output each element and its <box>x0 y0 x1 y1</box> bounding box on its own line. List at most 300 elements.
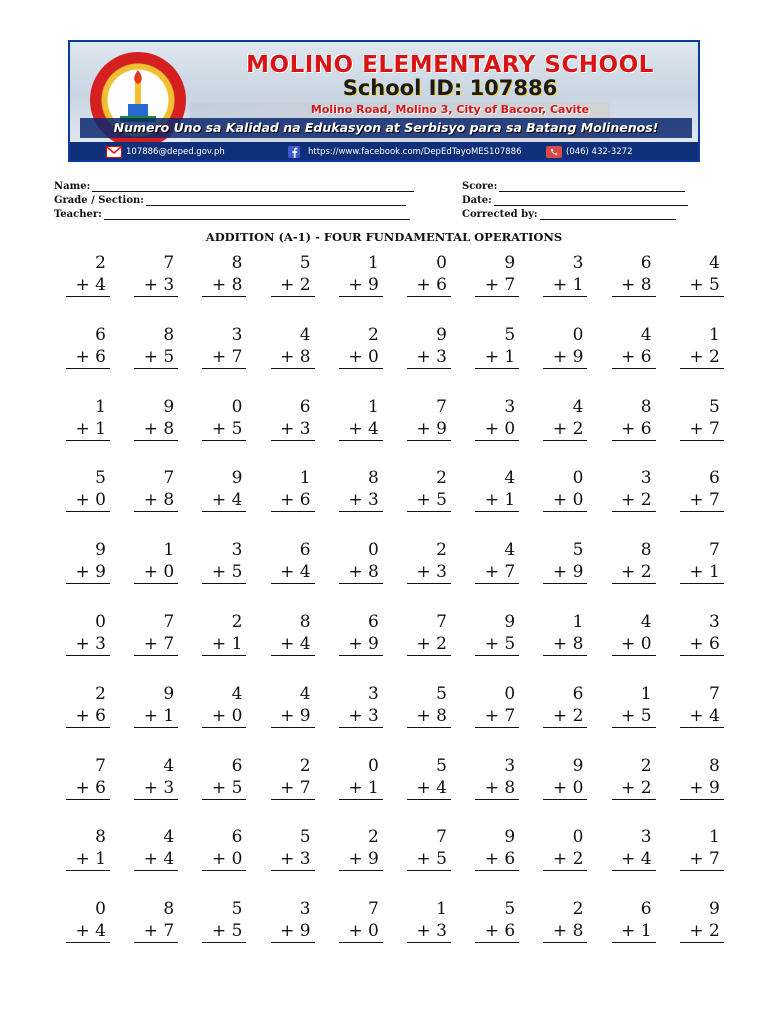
school-address: Molino Road, Molino 3, City of Bacoor, Cavite <box>310 103 590 116</box>
date-label: Date: <box>462 195 492 206</box>
addend-top: 2 <box>231 612 243 632</box>
addition-problem <box>339 467 383 512</box>
addend-top: 7 <box>95 755 106 776</box>
addend-top: 6 <box>367 612 379 632</box>
addend-bottom: + 5 <box>407 489 451 512</box>
addition-problem <box>543 898 587 943</box>
addend-top: 0 <box>95 899 106 920</box>
addend-bottom: + 0 <box>202 705 246 728</box>
addend-bottom: + 0 <box>543 489 587 512</box>
addend-bottom: + 2 <box>543 418 587 441</box>
addend-top: 9 <box>572 755 584 776</box>
addend-bottom: + 3 <box>407 346 451 369</box>
addend-bottom: + 6 <box>680 633 724 656</box>
addition-problem <box>339 252 383 297</box>
score-blank[interactable] <box>499 181 685 192</box>
addition-problem <box>271 898 315 943</box>
addend-bottom: + 9 <box>339 848 383 871</box>
addition-problem <box>543 324 587 369</box>
addend-top: 7 <box>708 540 720 561</box>
addition-problem <box>475 898 519 943</box>
addition-problem <box>475 755 519 800</box>
addend-bottom: + 0 <box>543 777 587 800</box>
addend-top: 1 <box>95 396 106 417</box>
addition-problem <box>680 611 724 656</box>
addend-top: 3 <box>504 396 516 417</box>
addend-top: 9 <box>231 468 243 489</box>
teacher-label: Teacher: <box>54 209 102 220</box>
addend-top: 5 <box>504 899 516 920</box>
addend-bottom: + 7 <box>680 848 724 871</box>
name-label: Name: <box>54 181 91 192</box>
addition-problem <box>66 755 110 800</box>
addend-bottom: + 9 <box>543 561 587 584</box>
addition-problem <box>475 539 519 584</box>
addend-bottom: + 8 <box>134 418 178 441</box>
addend-top: 5 <box>572 540 584 561</box>
addend-bottom: + 0 <box>66 489 110 512</box>
contact-phone <box>546 142 632 162</box>
corrected-by-field[interactable] <box>462 209 676 220</box>
addend-bottom: + 3 <box>339 705 383 728</box>
addend-top: 5 <box>299 253 311 273</box>
addition-problem <box>407 683 451 728</box>
addend-top: 0 <box>95 612 106 632</box>
addend-top: 8 <box>640 396 652 417</box>
date-field[interactable] <box>462 195 688 206</box>
addition-problem <box>134 539 178 584</box>
addend-top: 8 <box>708 755 720 776</box>
addend-bottom: + 3 <box>66 633 110 656</box>
addend-top: 9 <box>95 540 106 561</box>
contact-email <box>106 142 225 162</box>
addend-bottom: + 4 <box>407 777 451 800</box>
addition-problem <box>407 898 451 943</box>
addend-top: 5 <box>299 827 311 848</box>
addition-problem <box>543 396 587 441</box>
addition-problem <box>612 755 656 800</box>
addend-bottom: + 9 <box>66 561 110 584</box>
addend-bottom: + 5 <box>680 274 724 297</box>
addend-bottom: + 7 <box>475 561 519 584</box>
addend-bottom: + 8 <box>543 920 587 943</box>
grade-section-label: Grade / Section: <box>54 195 144 206</box>
addition-problem <box>407 324 451 369</box>
addition-problem <box>543 467 587 512</box>
addition-problem <box>680 755 724 800</box>
addend-top: 1 <box>436 899 447 920</box>
addition-problem <box>475 324 519 369</box>
addend-bottom: + 0 <box>339 920 383 943</box>
addition-problem <box>543 826 587 871</box>
addition-problem <box>339 611 383 656</box>
addend-bottom: + 7 <box>680 418 724 441</box>
addend-top: 3 <box>708 612 720 632</box>
addition-problem <box>271 755 315 800</box>
addition-problem <box>66 683 110 728</box>
addend-top: 5 <box>708 396 720 417</box>
addend-bottom: + 8 <box>271 346 315 369</box>
addend-bottom: + 7 <box>475 705 519 728</box>
addition-problem <box>407 755 451 800</box>
addend-bottom: + 5 <box>202 561 246 584</box>
addition-problem <box>612 324 656 369</box>
addend-bottom: + 5 <box>407 848 451 871</box>
addition-problem <box>271 683 315 728</box>
addend-bottom: + 6 <box>66 777 110 800</box>
addend-top: 0 <box>436 253 447 273</box>
addition-problem <box>202 252 246 297</box>
addend-bottom: + 6 <box>612 418 656 441</box>
facebook-link: https://www.facebook.com/DepEdTayoMES107886 <box>308 147 522 157</box>
addend-bottom: + 2 <box>271 274 315 297</box>
addend-bottom: + 5 <box>202 418 246 441</box>
addend-top: 7 <box>708 683 720 704</box>
score-label: Score: <box>462 181 498 192</box>
addition-problem <box>202 898 246 943</box>
contact-bar <box>70 142 698 162</box>
grade-section-blank[interactable] <box>146 195 406 206</box>
addition-problem <box>134 898 178 943</box>
addition-problem <box>271 826 315 871</box>
addend-bottom: + 1 <box>612 920 656 943</box>
addend-bottom: + 1 <box>543 274 587 297</box>
addition-problem <box>271 467 315 512</box>
addend-top: 3 <box>504 755 516 776</box>
name-field[interactable] <box>54 181 414 192</box>
addend-bottom: + 9 <box>407 418 451 441</box>
addend-top: 2 <box>436 468 447 489</box>
addend-top: 1 <box>640 683 652 704</box>
addend-bottom: + 9 <box>271 920 315 943</box>
contact-facebook <box>288 142 522 162</box>
addend-top: 8 <box>163 324 175 345</box>
email-text: 107886@deped.gov.ph <box>126 147 225 157</box>
addend-top: 9 <box>504 253 516 273</box>
addend-top: 4 <box>163 755 175 776</box>
addition-problem <box>202 683 246 728</box>
grade-section-field[interactable] <box>54 195 406 206</box>
school-name: MOLINO ELEMENTARY SCHOOL <box>246 52 654 78</box>
addend-bottom: + 7 <box>134 920 178 943</box>
addition-problem <box>612 898 656 943</box>
addition-problem <box>339 683 383 728</box>
addition-problem <box>271 396 315 441</box>
addend-bottom: + 8 <box>202 274 246 297</box>
teacher-field[interactable] <box>54 209 410 220</box>
addend-bottom: + 1 <box>680 561 724 584</box>
addend-bottom: + 1 <box>475 346 519 369</box>
addend-bottom: + 1 <box>66 848 110 871</box>
addend-bottom: + 4 <box>271 633 315 656</box>
addend-top: 4 <box>572 396 584 417</box>
addition-problem <box>66 826 110 871</box>
addend-bottom: + 6 <box>475 920 519 943</box>
addition-problem <box>271 252 315 297</box>
addend-top: 4 <box>163 827 175 848</box>
school-banner <box>68 40 700 162</box>
addend-bottom: + 8 <box>543 633 587 656</box>
school-motto: Numero Uno sa Kalidad na Edukasyon at Serbisyo para sa Batang Molinenos! <box>80 118 692 138</box>
addend-top: 1 <box>367 396 379 417</box>
addend-top: 8 <box>95 827 106 848</box>
addend-top: 5 <box>504 324 516 345</box>
addition-problem <box>680 539 724 584</box>
addition-problem <box>612 826 656 871</box>
addition-problem <box>271 324 315 369</box>
addition-problem <box>134 396 178 441</box>
addend-top: 4 <box>640 612 652 632</box>
addend-top: 7 <box>163 253 175 273</box>
addition-problem <box>271 611 315 656</box>
addend-top: 1 <box>299 468 311 489</box>
addend-bottom: + 2 <box>543 848 587 871</box>
addition-problem <box>66 898 110 943</box>
teacher-blank[interactable] <box>104 209 410 220</box>
addition-problem <box>680 324 724 369</box>
addend-top: 3 <box>640 468 652 489</box>
addend-bottom: + 4 <box>66 920 110 943</box>
addition-problem <box>134 826 178 871</box>
addend-bottom: + 9 <box>339 633 383 656</box>
addend-top: 8 <box>231 253 243 273</box>
addend-top: 7 <box>367 899 379 920</box>
addition-problem <box>680 467 724 512</box>
addend-bottom: + 3 <box>339 489 383 512</box>
addend-bottom: + 6 <box>475 848 519 871</box>
addition-problem <box>202 826 246 871</box>
addend-top: 8 <box>640 540 652 561</box>
addition-problem <box>407 826 451 871</box>
addend-top: 0 <box>504 683 516 704</box>
worksheet-title: ADDITION (A-1) - FOUR FUNDAMENTAL OPERATIONS <box>205 230 563 244</box>
addend-bottom: + 5 <box>202 920 246 943</box>
addition-problem <box>612 683 656 728</box>
addend-bottom: + 4 <box>202 489 246 512</box>
addend-bottom: + 8 <box>339 561 383 584</box>
addend-bottom: + 3 <box>271 848 315 871</box>
addition-problem <box>475 826 519 871</box>
phone-text: (046) 432-3272 <box>566 147 633 157</box>
addend-top: 9 <box>708 899 720 920</box>
addend-top: 2 <box>436 540 447 561</box>
addend-bottom: + 6 <box>407 274 451 297</box>
addend-bottom: + 2 <box>612 489 656 512</box>
addition-problem <box>66 324 110 369</box>
addition-problem <box>202 396 246 441</box>
addition-problem <box>612 611 656 656</box>
addend-top: 7 <box>436 396 447 417</box>
addend-bottom: + 5 <box>612 705 656 728</box>
addend-top: 2 <box>299 755 311 776</box>
addition-problem <box>339 826 383 871</box>
addend-top: 9 <box>163 683 175 704</box>
addend-top: 1 <box>708 827 720 848</box>
addition-problem <box>543 252 587 297</box>
addition-problem <box>66 396 110 441</box>
addend-top: 5 <box>231 899 243 920</box>
addend-top: 6 <box>708 468 720 489</box>
addend-top: 0 <box>367 755 379 776</box>
addend-top: 3 <box>231 540 243 561</box>
addend-top: 7 <box>436 827 447 848</box>
addition-problem <box>680 898 724 943</box>
addend-top: 4 <box>299 324 311 345</box>
addition-problem <box>339 898 383 943</box>
addend-top: 7 <box>163 468 175 489</box>
addend-bottom: + 5 <box>202 777 246 800</box>
addition-problem <box>202 324 246 369</box>
addend-bottom: + 3 <box>134 274 178 297</box>
addition-problem <box>475 467 519 512</box>
addition-problem <box>134 611 178 656</box>
addition-problem <box>612 467 656 512</box>
addition-problem <box>543 611 587 656</box>
addend-bottom: + 2 <box>612 561 656 584</box>
addend-bottom: + 3 <box>407 920 451 943</box>
addend-top: 1 <box>163 540 175 561</box>
addend-top: 4 <box>640 324 652 345</box>
addend-top: 6 <box>231 827 243 848</box>
addition-problem <box>612 252 656 297</box>
addend-bottom: + 5 <box>134 346 178 369</box>
addition-problem <box>134 755 178 800</box>
addition-problem <box>271 539 315 584</box>
addend-bottom: + 4 <box>66 274 110 297</box>
addend-bottom: + 8 <box>475 777 519 800</box>
addend-bottom: + 4 <box>680 705 724 728</box>
addend-bottom: + 6 <box>271 489 315 512</box>
addend-top: 7 <box>436 612 447 632</box>
addend-top: 9 <box>436 324 447 345</box>
addend-bottom: + 1 <box>339 777 383 800</box>
addition-problem <box>339 324 383 369</box>
addend-top: 3 <box>299 899 311 920</box>
addend-bottom: + 0 <box>612 633 656 656</box>
addend-top: 6 <box>640 899 652 920</box>
addend-bottom: + 6 <box>66 705 110 728</box>
addend-bottom: + 0 <box>134 561 178 584</box>
addend-bottom: + 6 <box>612 346 656 369</box>
addition-problem <box>475 683 519 728</box>
facebook-icon <box>288 146 304 158</box>
addend-top: 1 <box>572 612 584 632</box>
addend-top: 0 <box>367 540 379 561</box>
addend-bottom: + 0 <box>202 848 246 871</box>
addition-problem <box>407 252 451 297</box>
addition-problem <box>475 252 519 297</box>
addend-top: 6 <box>640 253 652 273</box>
addition-problem <box>66 611 110 656</box>
addition-problem <box>680 683 724 728</box>
corrected-by-label: Corrected by: <box>462 209 538 220</box>
addend-top: 5 <box>436 755 447 776</box>
addend-top: 1 <box>708 324 720 345</box>
addend-bottom: + 4 <box>612 848 656 871</box>
addition-problem <box>134 683 178 728</box>
addend-bottom: + 7 <box>134 633 178 656</box>
addend-bottom: + 7 <box>475 274 519 297</box>
addend-top: 6 <box>572 683 584 704</box>
addend-top: 2 <box>95 683 106 704</box>
addend-bottom: + 9 <box>339 274 383 297</box>
addend-top: 0 <box>572 827 584 848</box>
addend-bottom: + 9 <box>543 346 587 369</box>
addend-bottom: + 7 <box>202 346 246 369</box>
addition-problem <box>339 755 383 800</box>
addend-top: 8 <box>367 468 379 489</box>
addend-top: 8 <box>163 899 175 920</box>
addend-top: 6 <box>95 324 106 345</box>
addition-problem <box>543 539 587 584</box>
addend-bottom: + 4 <box>271 561 315 584</box>
addend-bottom: + 1 <box>134 705 178 728</box>
addition-problem <box>475 396 519 441</box>
date-blank[interactable] <box>494 195 688 206</box>
name-blank[interactable] <box>92 181 414 192</box>
addend-top: 4 <box>299 683 311 704</box>
addition-problem <box>680 396 724 441</box>
addition-problem <box>66 467 110 512</box>
addition-problem <box>407 539 451 584</box>
addend-top: 8 <box>299 612 311 632</box>
addend-top: 4 <box>708 253 720 273</box>
addition-problem <box>339 539 383 584</box>
score-field[interactable] <box>462 181 685 192</box>
addend-bottom: + 3 <box>134 777 178 800</box>
addend-top: 4 <box>231 683 243 704</box>
addend-bottom: + 2 <box>680 346 724 369</box>
addition-problem <box>612 539 656 584</box>
addition-problem <box>475 611 519 656</box>
addend-bottom: + 4 <box>339 418 383 441</box>
addend-top: 1 <box>367 253 379 273</box>
addend-top: 5 <box>436 683 447 704</box>
addend-bottom: + 6 <box>66 346 110 369</box>
addition-problem <box>202 539 246 584</box>
addend-top: 3 <box>572 253 584 273</box>
addend-top: 5 <box>95 468 106 489</box>
addition-problem <box>680 826 724 871</box>
addend-bottom: + 1 <box>202 633 246 656</box>
addition-problem <box>680 252 724 297</box>
addition-problem <box>339 396 383 441</box>
addend-top: 9 <box>163 396 175 417</box>
addend-bottom: + 8 <box>612 274 656 297</box>
addend-top: 4 <box>504 468 516 489</box>
phone-icon <box>546 146 562 158</box>
addition-problem <box>66 252 110 297</box>
addend-bottom: + 7 <box>271 777 315 800</box>
addition-problem <box>407 396 451 441</box>
corrected-by-blank[interactable] <box>540 209 676 220</box>
addend-bottom: + 1 <box>475 489 519 512</box>
addend-bottom: + 9 <box>271 705 315 728</box>
addition-problem <box>407 467 451 512</box>
addend-bottom: + 4 <box>134 848 178 871</box>
addend-bottom: + 2 <box>680 920 724 943</box>
addend-top: 3 <box>640 827 652 848</box>
addend-top: 2 <box>367 324 379 345</box>
addition-problem <box>543 683 587 728</box>
addend-bottom: + 1 <box>66 418 110 441</box>
addend-top: 2 <box>367 827 379 848</box>
addend-bottom: + 2 <box>407 633 451 656</box>
addition-problem <box>202 611 246 656</box>
addend-bottom: + 7 <box>680 489 724 512</box>
addition-problem <box>407 611 451 656</box>
addition-problem <box>134 467 178 512</box>
